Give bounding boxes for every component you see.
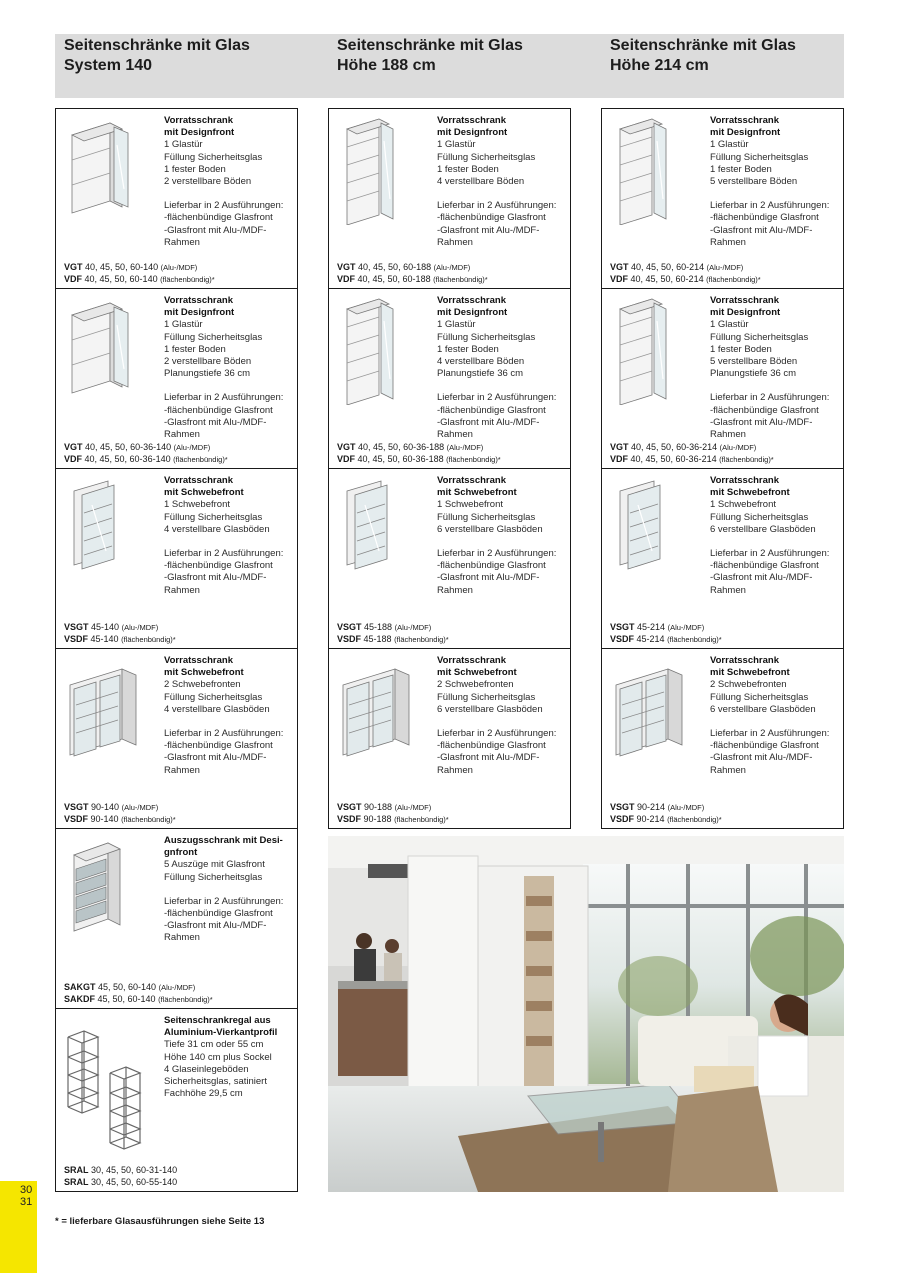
glass-options: Lieferbar in 2 Ausführungen: -flächenbündige Glasfront -Glasfront mit Alu-/MDF-Rahmen [710, 548, 830, 596]
cabinet-glass-door-illustration [608, 295, 700, 405]
product-description: 2 Schwebefronten Füllung Sicherheitsglas 4 verstellbare Glasböden [164, 679, 270, 715]
glass-options: Lieferbar in 2 Ausführungen: -flächenbündige Glasfront -Glasfront mit Alu-/MDF-Rahmen [710, 200, 830, 248]
product-cell [328, 468, 571, 649]
product-cell [55, 648, 298, 829]
product-description: 1 Glastür Füllung Sicherheitsglas 1 fester Boden 5 verstellbare Böden [710, 139, 809, 188]
page-number-left: 30 [20, 1184, 33, 1196]
glass-options: Lieferbar in 2 Ausführungen: -flächenbündige Glasfront -Glasfront mit Alu-/MDF-Rahmen [164, 895, 284, 944]
order-codes: VSGT 90-214 (Alu-/MDF) VSDF 90-214 (flächenbündig)* [610, 802, 722, 824]
cabinet-sliding-front-illustration [62, 475, 154, 585]
footnote: * = lieferbare Glasausführungen siehe Seite 13 [55, 1216, 265, 1227]
order-codes: VSGT 90-188 (Alu-/MDF) VSDF 90-188 (flächenbündig)* [337, 802, 449, 824]
product-title: Vorratsschrank mit Designfront [437, 295, 508, 319]
glass-options: Lieferbar in 2 Ausführungen: -flächenbündige Glasfront -Glasfront mit Alu-/MDF-Rahmen [437, 200, 557, 248]
glass-options: Lieferbar in 2 Ausführungen: -flächenbündige Glasfront -Glasfront mit Alu-/MDF-Rahmen [437, 728, 557, 776]
product-description: 2 Schwebefronten Füllung Sicherheitsglas 6 verstellbare Glasböden [710, 679, 816, 715]
product-title: Vorratsschrank mit Schwebefront [164, 655, 244, 679]
order-codes: VGT 40, 45, 50, 60-36-140 (Alu-/MDF) VDF 40, 45, 50, 60-36-140 (flächenbündig)* [64, 442, 228, 464]
product-cell [55, 828, 298, 1009]
product-title: Seitenschrankregal aus Aluminium-Vierkantprofil [164, 1015, 278, 1039]
cabinet-double-sliding-illustration [335, 655, 427, 765]
product-title: Vorratsschrank mit Schwebefront [710, 475, 790, 499]
order-codes: SRAL 30, 45, 50, 60-31-140 SRAL 30, 45, 50, 60-55-140 [64, 1165, 178, 1187]
glass-options: Lieferbar in 2 Ausführungen: -flächenbündige Glasfront -Glasfront mit Alu-/MDF-Rahmen [164, 392, 284, 441]
glass-options: Lieferbar in 2 Ausführungen: -flächenbündige Glasfront -Glasfront mit Alu-/MDF-Rahmen [164, 728, 284, 776]
product-title: Vorratsschrank mit Designfront [164, 115, 235, 139]
product-description: 1 Glastür Füllung Sicherheitsglas 1 fester Boden 5 verstellbare Böden Planungstiefe 36 cm [710, 319, 809, 380]
product-description: 1 Glastür Füllung Sicherheitsglas 1 fester Boden 4 verstellbare Böden [437, 139, 536, 188]
cabinet-glass-door-illustration [62, 295, 154, 405]
product-description: 1 Glastür Füllung Sicherheitsglas 1 fester Boden 2 verstellbare Böden Planungstiefe 36 cm [164, 319, 263, 380]
product-description: 1 Glastür Füllung Sicherheitsglas 1 fester Boden 2 verstellbare Böden [164, 139, 263, 188]
product-title: Vorratsschrank mit Designfront [164, 295, 235, 319]
product-cell [55, 108, 298, 289]
product-cell [601, 468, 844, 649]
product-description: 5 Auszüge mit Glasfront Füllung Sicherheitsglas [164, 859, 265, 883]
cabinet-sliding-front-illustration [608, 475, 700, 585]
product-cell [55, 288, 298, 469]
glass-options: Lieferbar in 2 Ausführungen: -flächenbündige Glasfront -Glasfront mit Alu-/MDF-Rahmen [710, 392, 830, 441]
living-room-photo [328, 836, 844, 1192]
cabinet-glass-door-illustration [608, 115, 700, 225]
column-title-214: Seitenschränke mit Glas Höhe 214 cm [610, 37, 796, 74]
glass-options: Lieferbar in 2 Ausführungen: -flächenbündige Glasfront -Glasfront mit Alu-/MDF-Rahmen [710, 728, 830, 776]
order-codes: VSGT 45-188 (Alu-/MDF) VSDF 45-188 (flächenbündig)* [337, 622, 449, 644]
product-cell [55, 1008, 298, 1192]
cabinet-glass-door-illustration [62, 115, 154, 225]
order-codes: VGT 40, 45, 50, 60-214 (Alu-/MDF) VDF 40, 45, 50, 60-214 (flächenbündig)* [610, 262, 761, 284]
cabinet-glass-door-illustration [335, 115, 427, 225]
order-codes: VGT 40, 45, 50, 60-188 (Alu-/MDF) VDF 40, 45, 50, 60-188 (flächenbündig)* [337, 262, 488, 284]
product-description: 1 Schwebefront Füllung Sicherheitsglas 6 verstellbare Glasböden [437, 499, 543, 535]
product-cell [601, 108, 844, 289]
product-title: Vorratsschrank mit Schwebefront [437, 655, 517, 679]
product-cell [328, 648, 571, 829]
order-codes: VGT 40, 45, 50, 60-140 (Alu-/MDF) VDF 40, 45, 50, 60-140 (flächenbündig)* [64, 262, 215, 284]
product-description: 1 Schwebefront Füllung Sicherheitsglas 4 verstellbare Glasböden [164, 499, 270, 535]
column-title-188: Seitenschränke mit Glas Höhe 188 cm [337, 37, 523, 74]
glass-options: Lieferbar in 2 Ausführungen: -flächenbündige Glasfront -Glasfront mit Alu-/MDF-Rahmen [437, 548, 557, 596]
cabinet-sliding-front-illustration [335, 475, 427, 585]
cabinet-double-sliding-illustration [62, 655, 154, 765]
product-title: Auszugsschrank mit Desi- gnfront [164, 835, 283, 859]
page-number-right: 31 [20, 1196, 33, 1208]
product-title: Vorratsschrank mit Designfront [710, 295, 781, 319]
product-title: Vorratsschrank mit Designfront [710, 115, 781, 139]
product-cell [328, 108, 571, 289]
order-codes: VSGT 90-140 (Alu-/MDF) VSDF 90-140 (flächenbündig)* [64, 802, 176, 824]
order-codes: VGT 40, 45, 50, 60-36-188 (Alu-/MDF) VDF 40, 45, 50, 60-36-188 (flächenbündig)* [337, 442, 501, 464]
product-title: Vorratsschrank mit Designfront [437, 115, 508, 139]
product-description: 2 Schwebefronten Füllung Sicherheitsglas 6 verstellbare Glasböden [437, 679, 543, 715]
cabinet-glass-door-illustration [335, 295, 427, 405]
product-description: 1 Schwebefront Füllung Sicherheitsglas 6 verstellbare Glasböden [710, 499, 816, 535]
product-title: Vorratsschrank mit Schwebefront [437, 475, 517, 499]
aluminium-shelf-illustration [60, 1017, 160, 1157]
product-cell [601, 288, 844, 469]
page-numbers [20, 1184, 32, 1208]
product-cell [55, 468, 298, 649]
product-title: Vorratsschrank mit Schwebefront [164, 475, 244, 499]
order-codes: SAKGT 45, 50, 60-140 (Alu-/MDF) SAKDF 45, 50, 60-140 (flächenbündig)* [64, 982, 213, 1004]
glass-options: Lieferbar in 2 Ausführungen: -flächenbündige Glasfront -Glasfront mit Alu-/MDF-Rahmen [164, 548, 284, 596]
column-title-system-140: Seitenschränke mit Glas System 140 [64, 37, 250, 74]
glass-options: Lieferbar in 2 Ausführungen: -flächenbündige Glasfront -Glasfront mit Alu-/MDF-Rahmen [437, 392, 557, 441]
product-cell [328, 288, 571, 469]
order-codes: VSGT 45-140 (Alu-/MDF) VSDF 45-140 (flächenbündig)* [64, 622, 176, 644]
order-codes: VSGT 45-214 (Alu-/MDF) VSDF 45-214 (flächenbündig)* [610, 622, 722, 644]
product-title: Vorratsschrank mit Schwebefront [710, 655, 790, 679]
order-codes: VGT 40, 45, 50, 60-36-214 (Alu-/MDF) VDF 40, 45, 50, 60-36-214 (flächenbündig)* [610, 442, 774, 464]
cabinet-double-sliding-illustration [608, 655, 700, 765]
cabinet-drawers-illustration [62, 835, 154, 945]
glass-options: Lieferbar in 2 Ausführungen: -flächenbündige Glasfront -Glasfront mit Alu-/MDF-Rahmen [164, 200, 284, 248]
product-description: 1 Glastür Füllung Sicherheitsglas 1 fester Boden 4 verstellbare Böden Planungstiefe 36 cm [437, 319, 536, 380]
product-cell [601, 648, 844, 829]
product-description: Tiefe 31 cm oder 55 cm Höhe 140 cm plus Sockel 4 Glaseinlegeböden Sicherheitsglas, satiniert Fachhöhe 29,5 cm [164, 1039, 272, 1100]
